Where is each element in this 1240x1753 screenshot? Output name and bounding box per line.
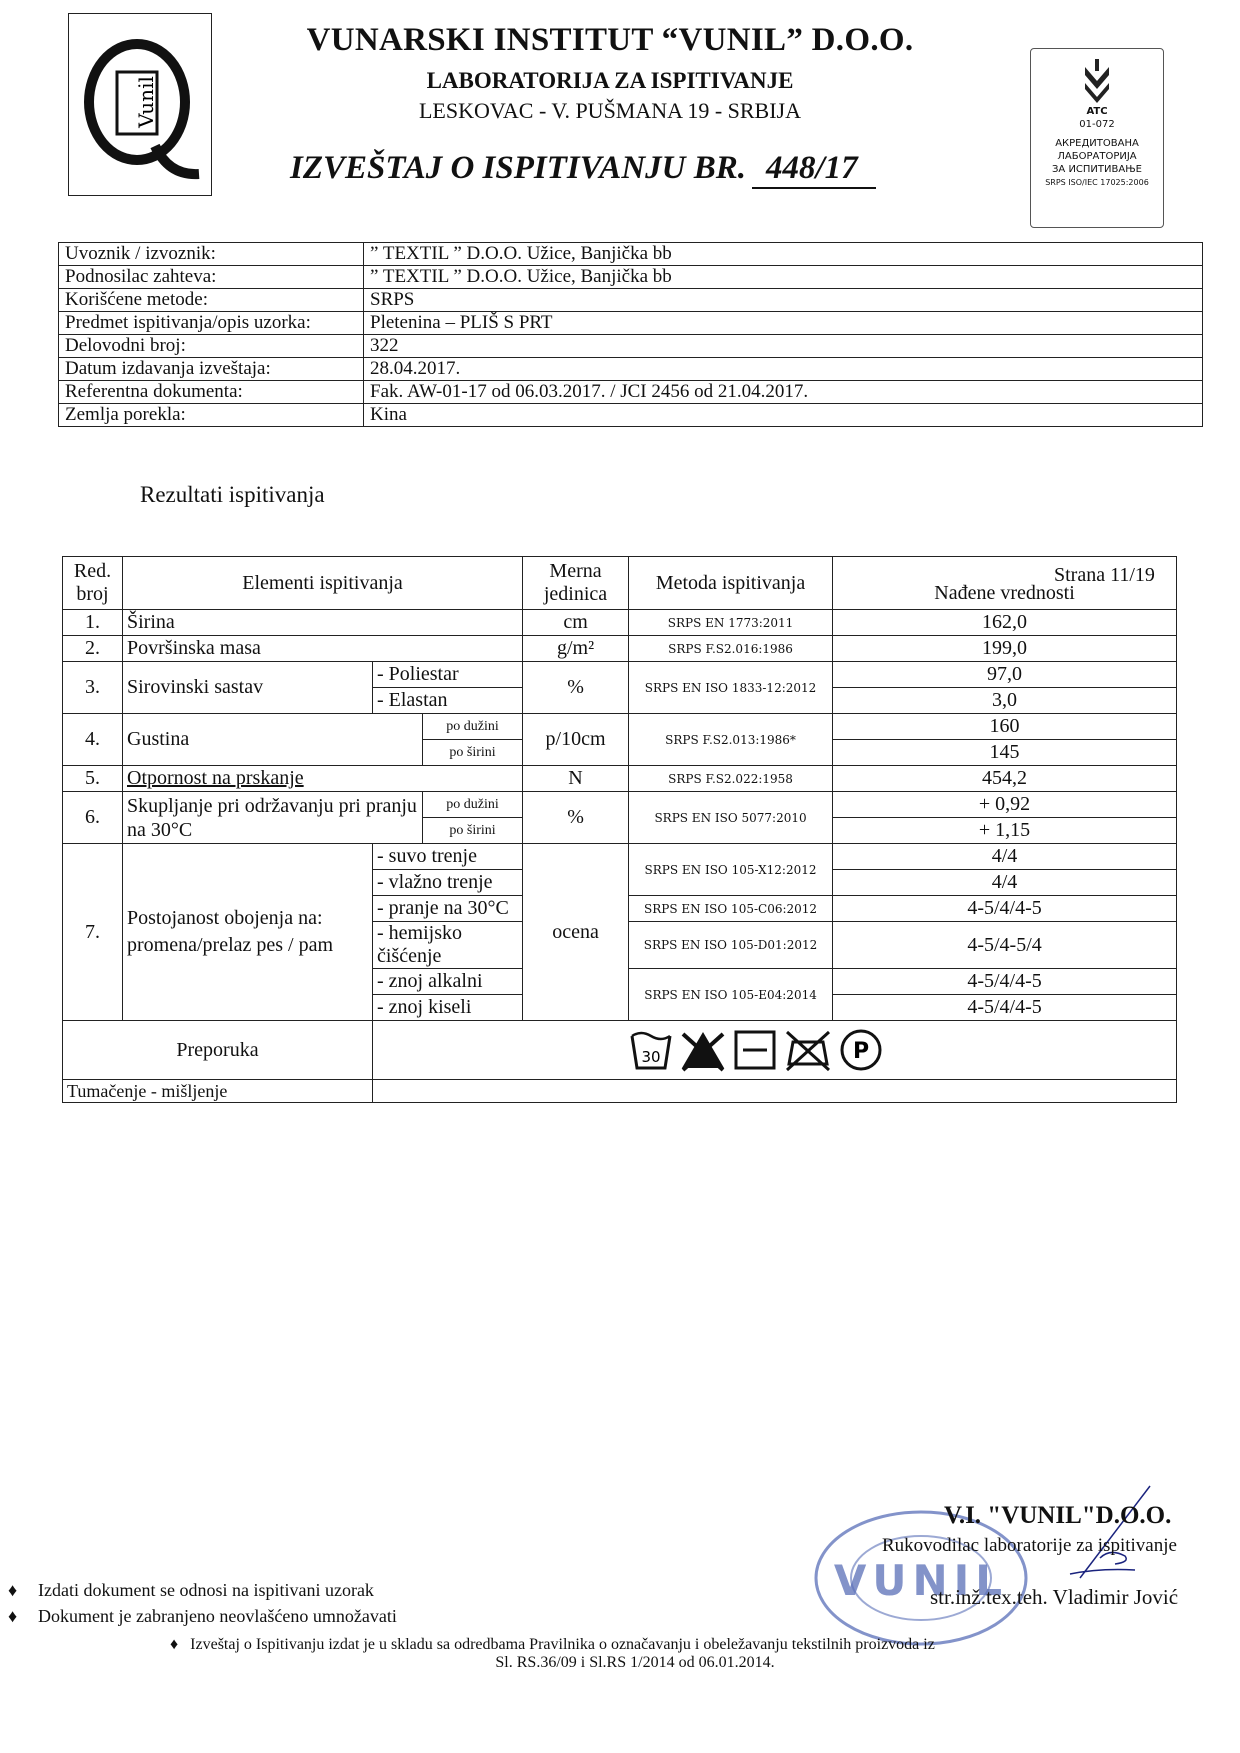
info-label: Datum izdavanja izveštaja:: [59, 358, 364, 381]
report-title: [290, 150, 876, 189]
bullet-icon: ♦: [8, 1580, 18, 1600]
note-text: Izdati dokument se odnosi na ispitivani uzorak: [38, 1580, 374, 1600]
accreditation-code-top: ATC: [1086, 106, 1108, 117]
report-info-table: [58, 242, 1203, 427]
col-header-unit: Merna jedinica: [523, 557, 629, 610]
accreditation-standard: SRPS ISO/IEC 17025:2006: [1045, 178, 1149, 187]
row-number: 7.: [63, 844, 123, 1021]
row-sub-element: - vlažno trenje: [373, 870, 523, 896]
row-unit: ocena: [523, 844, 629, 1021]
report-number: 448/17: [752, 150, 876, 189]
wash-30-icon: [629, 1028, 673, 1072]
row-method: SRPS F.S2.013:1986*: [629, 714, 833, 766]
row-method: SRPS EN ISO 105-X12:2012: [629, 844, 833, 896]
info-label: Predmet ispitivanja/opis uzorka:: [59, 312, 364, 335]
info-row-registry: [59, 335, 1203, 358]
row-value: 4-5/4/4-5: [833, 969, 1177, 995]
row-value: 4-5/4-5/4: [833, 922, 1177, 969]
row-number: 5.: [63, 766, 123, 792]
report-title-label: IZVEŠTAJ O ISPITIVANJU BR.: [290, 150, 747, 186]
row-value: 3,0: [833, 688, 1177, 714]
accreditation-code: 01-072: [1079, 119, 1115, 130]
svg-text:30: 30: [641, 1048, 661, 1066]
no-iron-icon: [783, 1028, 833, 1072]
row-value: 4-5/4/4-5: [833, 995, 1177, 1021]
row-method: SRPS F.S2.016:1986: [629, 636, 833, 662]
svg-text:Vunil: Vunil: [134, 76, 158, 128]
row-unit: N: [523, 766, 629, 792]
row-element: Površinska masa: [123, 636, 523, 662]
row-method: SRPS EN ISO 105-D01:2012: [629, 922, 833, 969]
info-value: Kina: [364, 404, 1203, 427]
note-2: [8, 1606, 397, 1627]
row-sub-element: - Poliestar: [373, 662, 523, 688]
note-text: Dokument je zabranjeno neovlašćeno umnožavati: [38, 1606, 397, 1626]
row-element: Postojanost obojenja na: promena/prelaz pes / pam: [123, 844, 373, 1021]
info-row-methods: [59, 289, 1203, 312]
info-label: Zemlja porekla:: [59, 404, 364, 427]
row-value: 145: [833, 740, 1177, 766]
info-value: Fak. AW-01-17 od 06.03.2017. / JCI 2456 od 21.04.2017.: [364, 381, 1203, 404]
accreditation-line2: ЛАБОРАТОРИЈА: [1057, 151, 1137, 162]
row-number: 3.: [63, 662, 123, 714]
row-number: 2.: [63, 636, 123, 662]
accreditation-line1: АКРЕДИТОВАНА: [1055, 138, 1139, 149]
row-element: Gustina: [123, 714, 423, 766]
table-row: [63, 636, 1177, 662]
row-value: 199,0: [833, 636, 1177, 662]
recommendation-row: [63, 1021, 1177, 1080]
col-header-values: Nađene vrednosti: [833, 557, 1177, 610]
note-text: Sl. RS.36/09 i Sl.RS 1/2014 od 06.01.2014.: [495, 1654, 775, 1671]
row-element: Skupljanje pri održavanju pri pranju na 30°C: [123, 792, 423, 844]
info-label: Referentna dokumenta:: [59, 381, 364, 404]
row-value: 97,0: [833, 662, 1177, 688]
info-value: SRPS: [364, 289, 1203, 312]
row-value: 162,0: [833, 610, 1177, 636]
col-header-method: Metoda ispitivanja: [629, 557, 833, 610]
info-label: Korišćene metode:: [59, 289, 364, 312]
signatory-role: Rukovodilac laboratorije za ispitivanje: [882, 1535, 1177, 1556]
row-unit: %: [523, 662, 629, 714]
info-row-date: [59, 358, 1203, 381]
row-value: 454,2: [833, 766, 1177, 792]
institute-name: VUNARSKI INSTITUT “VUNIL” D.O.O.: [306, 22, 914, 58]
bullet-icon: ♦: [8, 1606, 18, 1626]
row-unit: cm: [523, 610, 629, 636]
no-bleach-icon: [679, 1028, 727, 1072]
recommendation-label: Preporuka: [63, 1021, 373, 1080]
table-row: [63, 610, 1177, 636]
row-unit: p/10cm: [523, 714, 629, 766]
info-row-origin: [59, 404, 1203, 427]
row-method: SRPS F.S2.022:1958: [629, 766, 833, 792]
row-sub-element: - znoj alkalni: [373, 969, 523, 995]
row-value: 4/4: [833, 870, 1177, 896]
row-value: + 0,92: [833, 792, 1177, 818]
row-value: 4-5/4/4-5: [833, 896, 1177, 922]
info-label: Delovodni broj:: [59, 335, 364, 358]
col-header-elements: Elementi ispitivanja: [123, 557, 523, 610]
accreditation-icon: [1077, 57, 1117, 105]
row-sub-element: - hemijsko čišćenje: [373, 922, 523, 969]
laboratory-address: LESKOVAC - V. PUŠMANA 19 - SRBIJA: [418, 98, 802, 123]
svg-text:VUNIL: VUNIL: [833, 1556, 1009, 1605]
info-value: 322: [364, 335, 1203, 358]
note-1: [8, 1580, 374, 1601]
results-table: [62, 556, 1177, 1103]
info-row-importer: [59, 243, 1203, 266]
signatory-name: str.inž.tex.teh. Vladimir Jović: [930, 1585, 1179, 1609]
row-value: + 1,15: [833, 818, 1177, 844]
row-sub-element: po dužini: [423, 714, 523, 740]
svg-text:P: P: [852, 1039, 870, 1064]
row-sub-element: - Elastan: [373, 688, 523, 714]
table-row: [63, 844, 1177, 870]
opinion-value: [373, 1080, 1177, 1103]
row-method: SRPS EN 1773:2011: [629, 610, 833, 636]
row-sub-element: - pranje na 30°C: [373, 896, 523, 922]
signature: [1040, 1478, 1170, 1588]
bullet-icon: ♦: [170, 1636, 191, 1653]
note-text: Izveštaj o Ispitivanju izdat je u skladu sa odredbama Pravilnika o označavanju i obeležavanju tekstilnih proizvoda iz: [190, 1636, 935, 1653]
row-value: 4/4: [833, 844, 1177, 870]
care-symbols: [373, 1021, 1177, 1080]
table-row: [63, 714, 1177, 740]
row-element: Sirovinski sastav: [123, 662, 373, 714]
table-row: [63, 792, 1177, 818]
info-value: Pletenina – PLIŠ S PRT: [364, 312, 1203, 335]
info-row-applicant: [59, 266, 1203, 289]
info-row-references: [59, 381, 1203, 404]
table-row: [63, 662, 1177, 688]
info-value: ” TEXTIL ” D.O.O. Užice, Banjička bb: [364, 266, 1203, 289]
signatory-organization: V.I. "VUNIL"D.O.O.: [944, 1502, 1172, 1529]
laboratory-name: LABORATORIJA ZA ISPITIVANJE: [426, 68, 794, 93]
row-method: SRPS EN ISO 105-E04:2014: [629, 969, 833, 1021]
results-heading: Rezultati ispitivanja: [140, 482, 325, 507]
institute-logo: [68, 13, 212, 196]
opinion-label: Tumačenje - mišljenje: [63, 1080, 373, 1103]
row-number: 1.: [63, 610, 123, 636]
note-3: [170, 1636, 1040, 1672]
info-label: Uvoznik / izvoznik:: [59, 243, 364, 266]
row-number: 6.: [63, 792, 123, 844]
row-sub-element: po širini: [423, 740, 523, 766]
table-row: [63, 766, 1177, 792]
dry-clean-p-icon: [839, 1028, 883, 1072]
row-unit: %: [523, 792, 629, 844]
row-unit: g/m²: [523, 636, 629, 662]
page-number: Strana 11/19: [1054, 564, 1155, 586]
row-sub-element: - suvo trenje: [373, 844, 523, 870]
row-value: 160: [833, 714, 1177, 740]
flat-dry-icon: [733, 1028, 777, 1072]
results-header-row: [63, 557, 1177, 610]
info-label: Podnosilac zahteva:: [59, 266, 364, 289]
row-method: SRPS EN ISO 5077:2010: [629, 792, 833, 844]
row-element: Otpornost na prskanje: [123, 766, 523, 792]
row-sub-element: po dužini: [423, 792, 523, 818]
col-header-no: Red. broj: [63, 557, 123, 610]
accreditation-line3: ЗА ИСПИТИВАЊЕ: [1052, 164, 1142, 175]
row-sub-element: po širini: [423, 818, 523, 844]
row-number: 4.: [63, 714, 123, 766]
accreditation-badge: [1030, 48, 1164, 228]
info-value: 28.04.2017.: [364, 358, 1203, 381]
info-row-subject: [59, 312, 1203, 335]
row-element: Širina: [123, 610, 523, 636]
row-sub-element: - znoj kiseli: [373, 995, 523, 1021]
row-method: SRPS EN ISO 1833-12:2012: [629, 662, 833, 714]
opinion-row: [63, 1080, 1177, 1103]
info-value: ” TEXTIL ” D.O.O. Užice, Banjička bb: [364, 243, 1203, 266]
row-method: SRPS EN ISO 105-C06:2012: [629, 896, 833, 922]
